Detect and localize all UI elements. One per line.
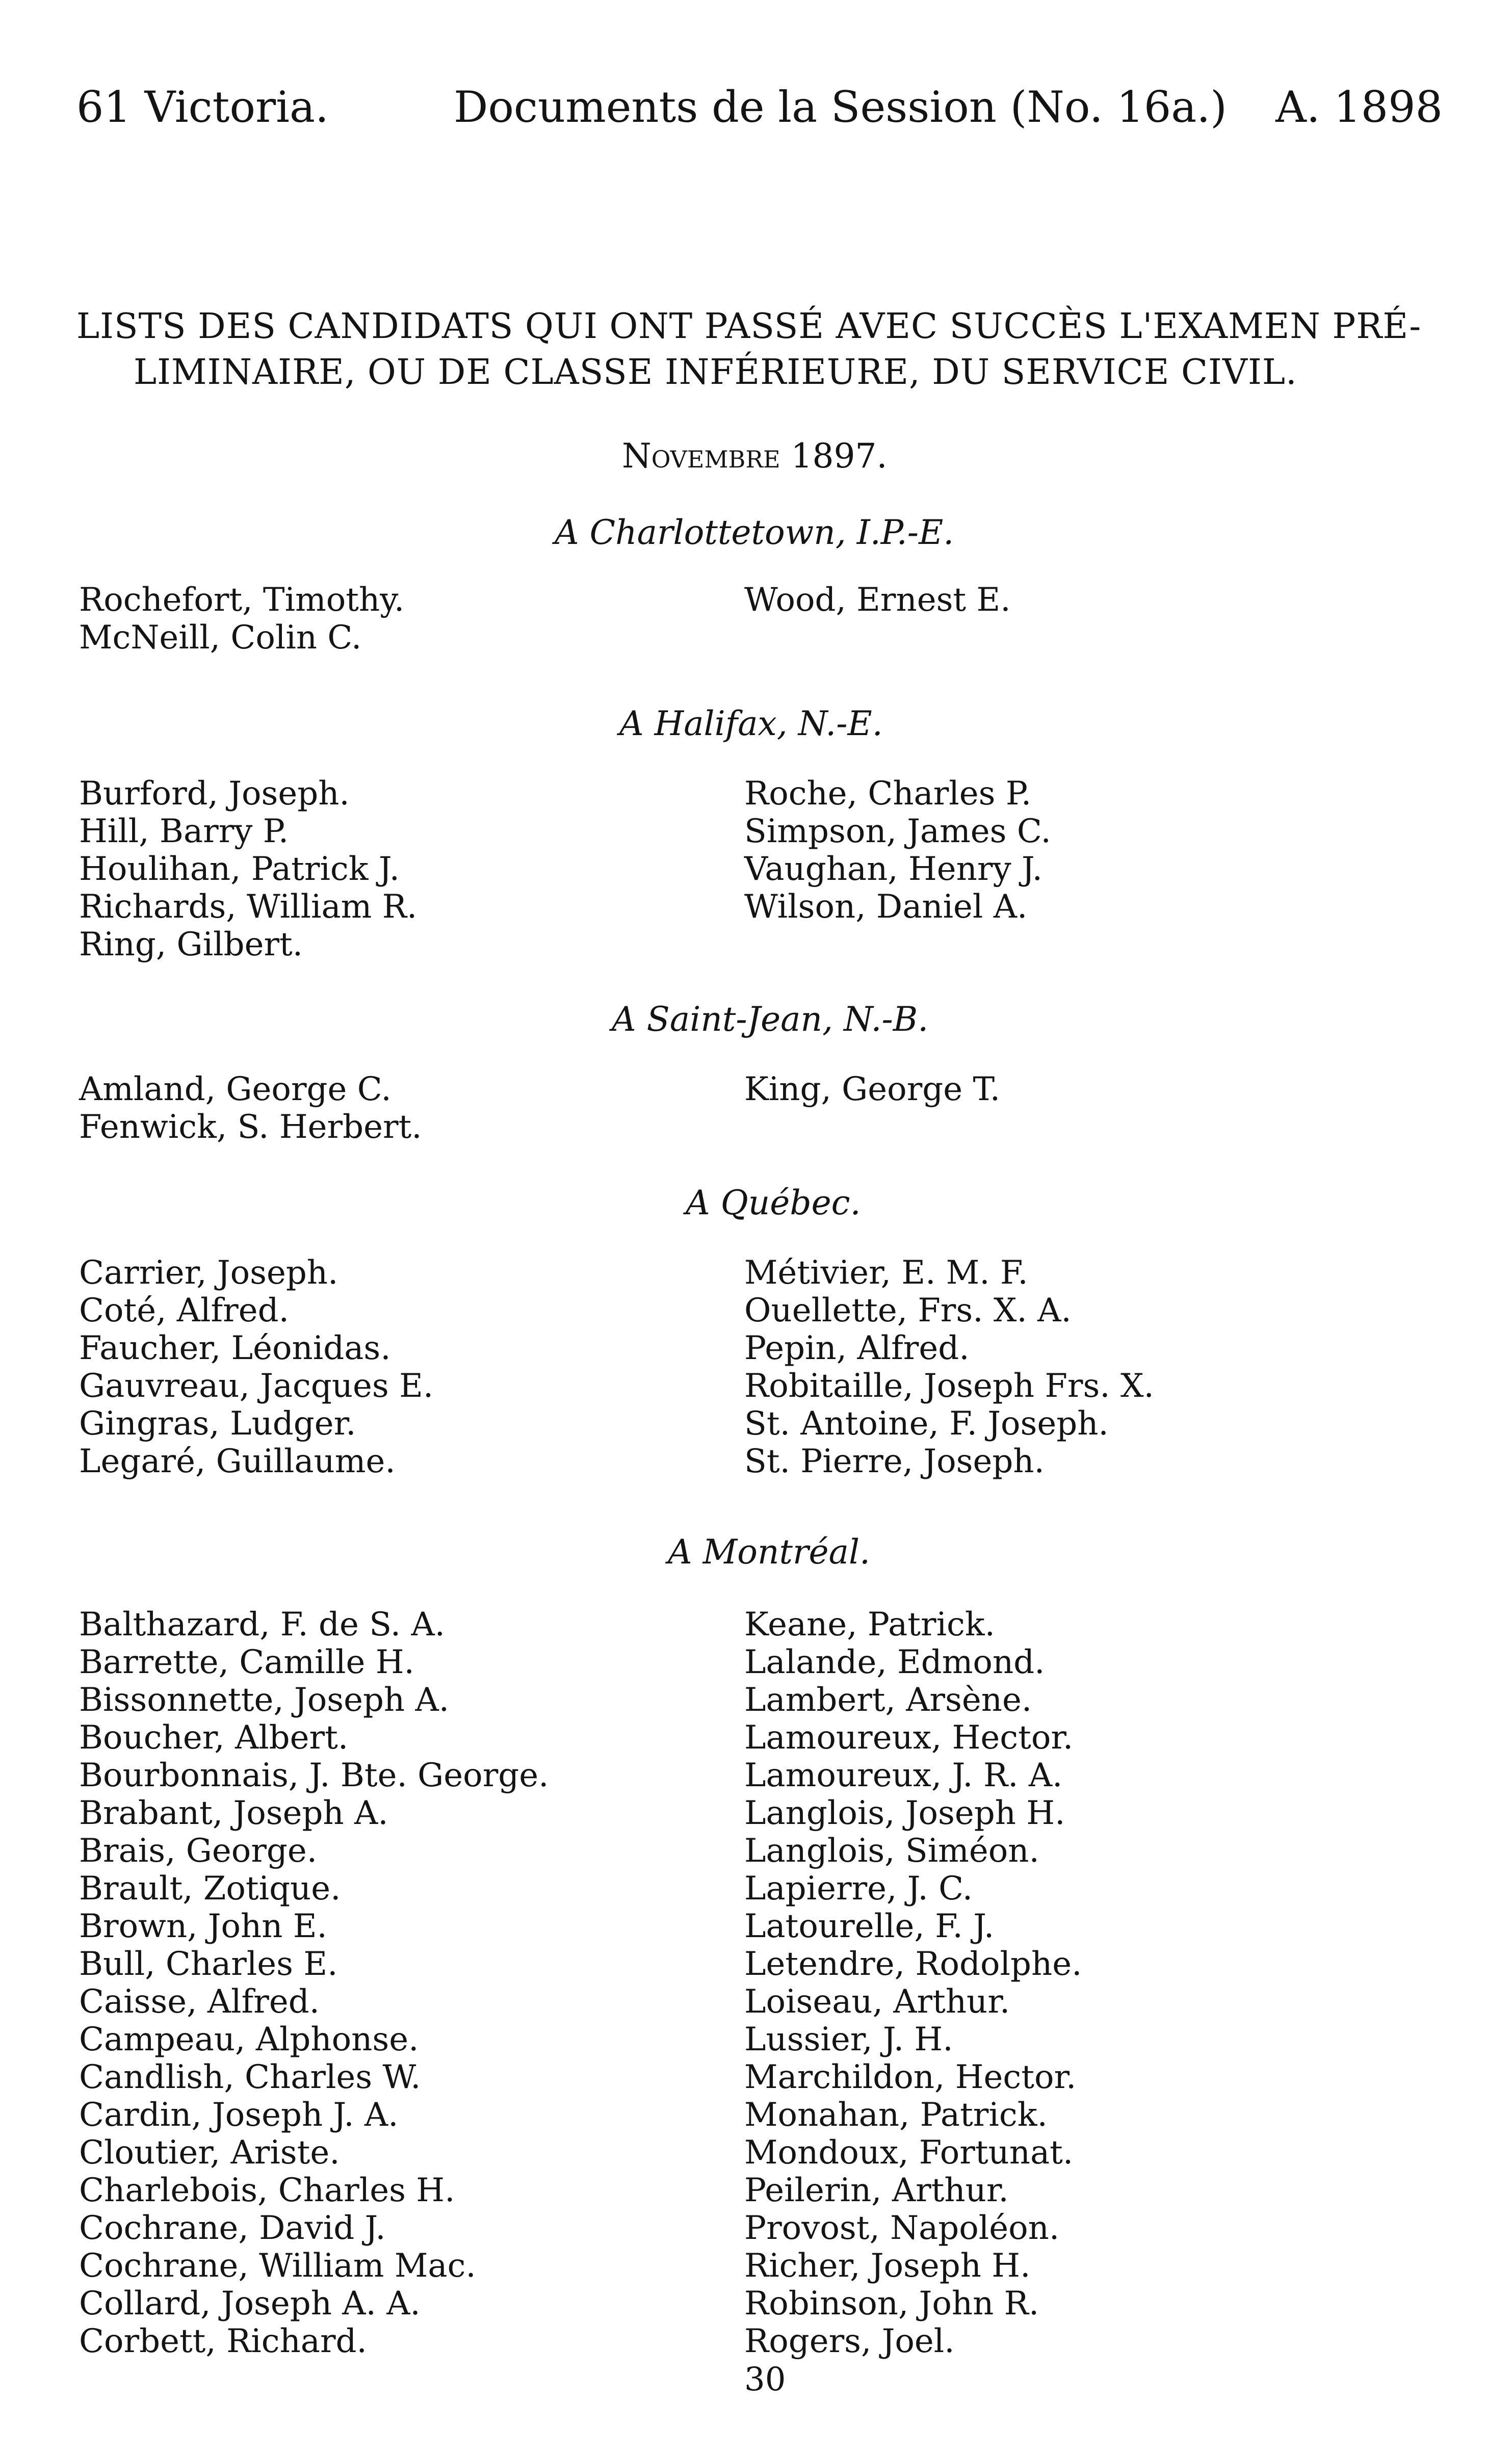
names-left-column — [79, 775, 417, 963]
candidate-name: King, George T. — [744, 1071, 1001, 1108]
location-heading: A Halifax, N.-E. — [619, 704, 883, 743]
candidate-name: Campeau, Alphonse. — [79, 2021, 419, 2058]
candidate-name: Lambert, Arsène. — [744, 1681, 1032, 1719]
candidate-name: Monahan, Patrick. — [744, 2096, 1048, 2134]
candidate-name: Balthazard, F. de S. A. — [79, 1606, 445, 1643]
names-right-column — [744, 581, 1011, 619]
names-left-column — [79, 1606, 549, 2360]
candidate-name: Rogers, Joel. — [744, 2322, 955, 2360]
candidate-name: Vaughan, Henry J. — [744, 850, 1042, 888]
candidate-name: Cardin, Joseph J. A. — [79, 2096, 399, 2134]
candidate-name: Latourelle, F. J. — [744, 1908, 995, 1945]
title-line-2: LIMINAIRE, OU DE CLASSE INFÉRIEURE, DU SERVICE CIVIL. — [134, 352, 1297, 393]
candidate-name: Lussier, J. H. — [744, 2021, 953, 2058]
candidate-name: Faucher, Léonidas. — [79, 1329, 391, 1367]
candidate-name: Loiseau, Arthur. — [744, 1983, 1010, 2021]
candidate-name: Charlebois, Charles H. — [79, 2172, 455, 2209]
candidate-name: Gingras, Ludger. — [79, 1405, 356, 1443]
candidate-name: Hill, Barry P. — [79, 813, 289, 850]
candidate-name: Rochefort, Timothy. — [79, 581, 405, 619]
candidate-name: St. Pierre, Joseph. — [744, 1443, 1045, 1480]
candidate-name: Langlois, Joseph H. — [744, 1794, 1065, 1832]
candidate-name: Ouellette, Frs. X. A. — [744, 1292, 1072, 1329]
header-left: 61 Victoria. — [76, 82, 329, 132]
candidate-name: Robinson, John R. — [744, 2285, 1039, 2322]
candidate-name: Collard, Joseph A. A. — [79, 2285, 421, 2322]
candidate-name: Corbett, Richard. — [79, 2322, 367, 2360]
candidate-name: Keane, Patrick. — [744, 1606, 995, 1643]
candidate-name: Langlois, Siméon. — [744, 1832, 1039, 1870]
candidate-name: Brown, John E. — [79, 1908, 327, 1945]
candidate-name: Wilson, Daniel A. — [744, 888, 1028, 926]
candidate-name: Richer, Joseph H. — [744, 2247, 1031, 2285]
names-right-column — [744, 775, 1051, 926]
candidate-name: Amland, George C. — [79, 1071, 392, 1108]
candidate-name: Cochrane, William Mac. — [79, 2247, 476, 2285]
candidate-name: Brabant, Joseph A. — [79, 1794, 388, 1832]
location-heading: A Québec. — [686, 1183, 861, 1222]
candidate-name: Cloutier, Ariste. — [79, 2134, 340, 2172]
candidate-name: Gauvreau, Jacques E. — [79, 1367, 434, 1405]
candidate-name: Carrier, Joseph. — [79, 1254, 338, 1292]
candidate-name: Richards, William R. — [79, 888, 418, 926]
names-left-column — [79, 1071, 422, 1146]
candidate-name: Bissonnette, Joseph A. — [79, 1681, 450, 1719]
candidate-name: Candlish, Charles W. — [79, 2058, 421, 2096]
header-right: A. 1898 — [1275, 82, 1443, 132]
page-number: 30 — [744, 2361, 786, 2398]
candidate-name: Lamoureux, Hector. — [744, 1719, 1074, 1757]
location-heading: A Saint-Jean, N.-B. — [612, 1000, 929, 1039]
candidate-name: Métivier, E. M. F. — [744, 1254, 1028, 1292]
candidate-name: Roche, Charles P. — [744, 775, 1032, 813]
candidate-name: Provost, Napoléon. — [744, 2209, 1060, 2247]
location-heading: A Montréal. — [668, 1532, 871, 1572]
candidate-name: Coté, Alfred. — [79, 1292, 289, 1329]
candidate-name: Brais, George. — [79, 1832, 318, 1870]
candidate-name: Barrette, Camille H. — [79, 1643, 414, 1681]
candidate-name: Bull, Charles E. — [79, 1945, 338, 1983]
candidate-name: Brault, Zotique. — [79, 1870, 341, 1908]
candidate-name: Boucher, Albert. — [79, 1719, 349, 1757]
candidate-name: Wood, Ernest E. — [744, 581, 1011, 619]
names-right-column — [744, 1606, 1082, 2360]
running-header — [76, 76, 1443, 138]
candidate-name: Letendre, Rodolphe. — [744, 1945, 1082, 1983]
candidate-name: Pepin, Alfred. — [744, 1329, 970, 1367]
names-right-column — [744, 1071, 1000, 1108]
location-heading: A Charlottetown, I.P.-E. — [555, 513, 954, 552]
candidate-name: McNeill, Colin C. — [79, 619, 362, 657]
header-center: Documents de la Session (No. 16a.) — [454, 82, 1227, 132]
candidate-name: Lapierre, J. C. — [744, 1870, 973, 1908]
candidate-name: St. Antoine, F. Joseph. — [744, 1405, 1109, 1443]
exam-date: Novembre 1897. — [622, 436, 888, 476]
candidate-name: Burford, Joseph. — [79, 775, 350, 813]
candidate-name: Bourbonnais, J. Bte. George. — [79, 1757, 549, 1794]
candidate-name: Robitaille, Joseph Frs. X. — [744, 1367, 1154, 1405]
candidate-name: Ring, Gilbert. — [79, 926, 303, 963]
candidate-name: Marchildon, Hector. — [744, 2058, 1077, 2096]
page-title — [76, 304, 1443, 396]
names-right-column — [744, 1254, 1154, 1480]
candidate-name: Houlihan, Patrick J. — [79, 850, 400, 888]
candidate-name: Peilerin, Arthur. — [744, 2172, 1009, 2209]
candidate-name: Caisse, Alfred. — [79, 1983, 320, 2021]
candidate-name: Cochrane, David J. — [79, 2209, 386, 2247]
candidate-name: Lalande, Edmond. — [744, 1643, 1045, 1681]
names-left-column — [79, 581, 404, 657]
title-line-1: LISTS DES CANDIDATS QUI ONT PASSÉ AVEC SUCCÈS L'EXAMEN PRÉ- — [76, 306, 1422, 347]
candidate-name: Fenwick, S. Herbert. — [79, 1108, 422, 1146]
names-left-column — [79, 1254, 433, 1480]
candidate-name: Lamoureux, J. R. A. — [744, 1757, 1063, 1794]
candidate-name: Legaré, Guillaume. — [79, 1443, 396, 1480]
candidate-name: Simpson, James C. — [744, 813, 1051, 850]
candidate-name: Mondoux, Fortunat. — [744, 2134, 1074, 2172]
